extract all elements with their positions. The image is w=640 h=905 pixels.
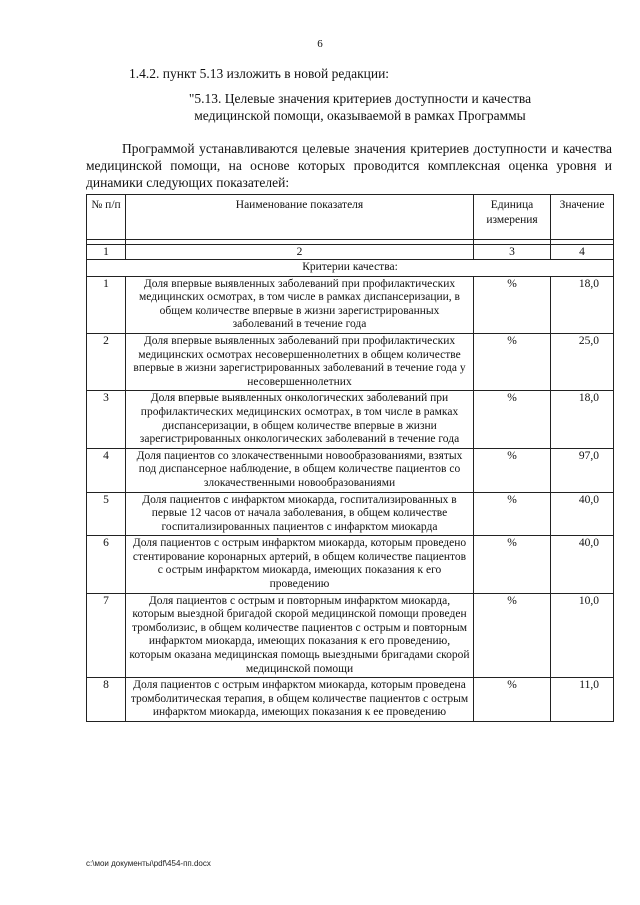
table-row bbox=[87, 448, 614, 492]
row-indicator-name: Доля пациентов с инфарктом миокарда, госпитализированных в первые 12 часов от начала заболевания, в общем количестве госпитализированных пациентов с инфарктом миокарда bbox=[126, 492, 474, 536]
table-row bbox=[87, 492, 614, 536]
column-number: 2 bbox=[126, 245, 474, 260]
table-row bbox=[87, 678, 614, 722]
criteria-table bbox=[86, 194, 614, 722]
table-row bbox=[87, 593, 614, 678]
column-number-row bbox=[87, 245, 614, 260]
column-number: 4 bbox=[551, 245, 614, 260]
row-value: 10,0 bbox=[551, 593, 614, 678]
row-value: 40,0 bbox=[551, 492, 614, 536]
row-number: 8 bbox=[87, 678, 126, 722]
row-value: 18,0 bbox=[551, 276, 614, 333]
row-unit: % bbox=[474, 448, 551, 492]
row-unit: % bbox=[474, 536, 551, 593]
row-value: 97,0 bbox=[551, 448, 614, 492]
row-unit: % bbox=[474, 276, 551, 333]
section-heading: 1.4.2. пункт 5.13 изложить в новой редакции: bbox=[129, 66, 390, 81]
table-row bbox=[87, 276, 614, 333]
page-number: 6 bbox=[317, 38, 323, 50]
row-indicator-name: Доля пациентов с острым инфарктом миокарда, которым проведена тромболитическая терапия, в общем количестве пациентов с острым инфарктом миокарда, имеющих показания к ее проведению bbox=[126, 678, 474, 722]
column-number: 3 bbox=[474, 245, 551, 260]
row-indicator-name: Доля впервые выявленных заболеваний при профилактических медицинских осмотрах, в том числе в рамках диспансеризации, в общем количестве впервые в жизни зарегистрированных заболеваний в течение года bbox=[126, 276, 474, 333]
row-indicator-name: Доля впервые выявленных онкологических заболеваний при профилактических медицинских осмотрах, в том числе в рамках диспансеризации, в общем количестве впервые в жизни зарегистрированных онкологических заболеваний в течение года bbox=[126, 391, 474, 448]
header-value: Значение bbox=[551, 195, 614, 240]
row-unit: % bbox=[474, 593, 551, 678]
column-number: 1 bbox=[87, 245, 126, 260]
row-indicator-name: Доля пациентов со злокачественными новообразованиями, взятых под диспансерное наблюдение, в общем количестве пациентов со злокачественными новообразованиями bbox=[126, 448, 474, 492]
row-number: 3 bbox=[87, 391, 126, 448]
row-value: 25,0 bbox=[551, 333, 614, 390]
row-number: 4 bbox=[87, 448, 126, 492]
row-number: 1 bbox=[87, 276, 126, 333]
row-indicator-name: Доля впервые выявленных заболеваний при профилактических медицинских осмотрах несовершеннолетних в общем количестве впервые в жизни зарегистрированных заболеваний в течение года у несовершеннолетних bbox=[126, 333, 474, 390]
table-header-row bbox=[87, 195, 614, 240]
row-number: 5 bbox=[87, 492, 126, 536]
intro-paragraph: Программой устанавливаются целевые значения критериев доступности и качества медицинской помощи, на основе которых проводится комплексная оценка уровня и динамики следующих показателей: bbox=[86, 141, 612, 190]
row-indicator-name: Доля пациентов с острым инфарктом миокарда, которым проведено стентирование коронарных артерий, в общем количестве пациентов с острым инфарктом миокарда, имеющих показания к его проведению bbox=[126, 536, 474, 593]
row-number: 6 bbox=[87, 536, 126, 593]
row-unit: % bbox=[474, 492, 551, 536]
row-value: 40,0 bbox=[551, 536, 614, 593]
row-number: 2 bbox=[87, 333, 126, 390]
header-unit: Единица измерения bbox=[474, 195, 551, 240]
header-no: № п/п bbox=[87, 195, 126, 240]
row-value: 11,0 bbox=[551, 678, 614, 722]
table-row bbox=[87, 391, 614, 448]
row-unit: % bbox=[474, 391, 551, 448]
row-unit: % bbox=[474, 333, 551, 390]
section-subheading: "5.13. Целевые значения критериев доступности и качества медицинской помощи, оказываемой в рамках Программы bbox=[188, 91, 532, 123]
row-value: 18,0 bbox=[551, 391, 614, 448]
table-row bbox=[87, 536, 614, 593]
header-name: Наименование показателя bbox=[126, 195, 474, 240]
row-number: 7 bbox=[87, 593, 126, 678]
table-row bbox=[87, 333, 614, 390]
file-path-footer: c:\мои документы\pdf\454-пп.docx bbox=[86, 859, 211, 868]
section-title: Критерии качества: bbox=[87, 260, 614, 277]
row-unit: % bbox=[474, 678, 551, 722]
row-indicator-name: Доля пациентов с острым и повторным инфарктом миокарда, которым выездной бригадой скорой медицинской помощи проведен тромболизис, в общем количестве пациентов с острым и повторным инфарктом миокарда, имеющих показания к его проведению, которым оказана медицинская помощь выездными бригадами скорой медицинской помощи bbox=[126, 593, 474, 678]
section-title-row bbox=[87, 260, 614, 277]
